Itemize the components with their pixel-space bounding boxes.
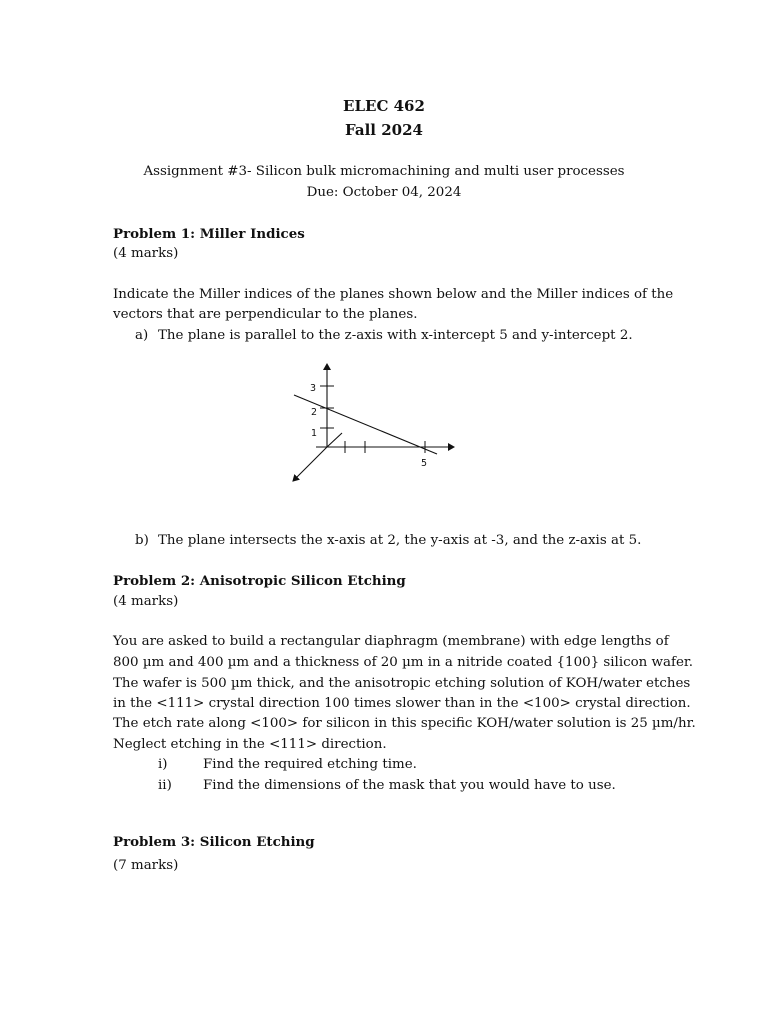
due-date: Due: October 04, 2024 — [306, 185, 462, 200]
problem1-intro-line2: vectors that are perpendicular to the planes. — [113, 307, 418, 322]
problem2-marks: (4 marks) — [113, 594, 179, 609]
problem2-line: 800 µm and 400 µm and a thickness of 20 µm in a nitride coated {100} silicon wafer. — [113, 655, 694, 670]
problem2-line: You are asked to build a rectangular diaphragm (membrane) with edge lengths of — [113, 634, 669, 649]
problem1-marks: (4 marks) — [113, 246, 179, 261]
problem2-ii-label: ii) — [158, 778, 172, 793]
problem1-b-text: The plane intersects the x-axis at 2, the y-axis at -3, and the z-axis at 5. — [158, 533, 642, 548]
term: Fall 2024 — [345, 121, 423, 139]
problem1-a-label: a) — [135, 328, 149, 343]
problem2-i-text: Find the required etching time. — [203, 757, 417, 772]
problem2-line: in the <111> crystal direction 100 times slower than in the <100> crystal direction. — [113, 696, 691, 711]
problem2-line: The etch rate along <100> for silicon in this specific KOH/water solution is 25 µm/hr. — [113, 716, 696, 731]
problem2-line: The wafer is 500 µm thick, and the anisotropic etching solution of KOH/water etches — [113, 676, 691, 691]
y-tick-label-1: 1 — [311, 428, 318, 439]
y-tick-label-3: 3 — [310, 383, 317, 394]
problem2-heading: Problem 2: Anisotropic Silicon Etching — [113, 573, 406, 589]
problem3-marks: (7 marks) — [113, 858, 179, 873]
assignment-title: Assignment #3- Silicon bulk micromachining and multi user processes — [143, 164, 625, 179]
y-tick-label-2: 2 — [311, 407, 318, 418]
problem1-intro-line1: Indicate the Miller indices of the planes shown below and the Miller indices of the — [113, 287, 674, 302]
course-code: ELEC 462 — [343, 97, 425, 115]
problem2-i-label: i) — [158, 757, 168, 772]
x-tick-label-5: 5 — [421, 458, 428, 469]
z-axis-tick-segment — [327, 433, 342, 447]
z-axis-line — [293, 447, 327, 481]
problem1-b-label: b) — [135, 533, 149, 548]
problem1-a-text: The plane is parallel to the z-axis with x-intercept 5 and y-intercept 2. — [158, 328, 633, 343]
problem2-line: Neglect etching in the <111> direction. — [113, 737, 387, 752]
problem3-heading: Problem 3: Silicon Etching — [113, 834, 315, 850]
miller-plane-figure — [280, 355, 470, 490]
problem2-ii-text: Find the dimensions of the mask that you would have to use. — [203, 778, 616, 793]
problem1-heading: Problem 1: Miller Indices — [113, 226, 305, 242]
